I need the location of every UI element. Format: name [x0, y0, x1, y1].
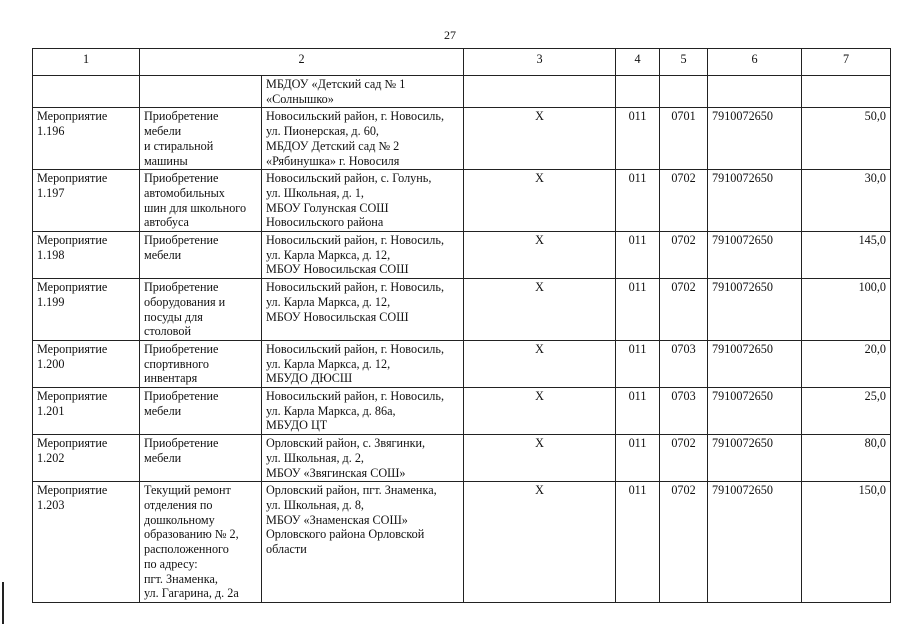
cell-line: области [266, 542, 307, 557]
measure-id-cell [33, 108, 140, 170]
measure-description-cell [140, 435, 262, 482]
cell-line: оборудования и [144, 294, 226, 309]
target-code-cell: 7910072650 [708, 170, 802, 232]
cell-line: пгт. Знаменка, [144, 571, 218, 586]
cell-line: 1.201 [37, 403, 65, 418]
measure-id-cell [33, 170, 140, 232]
cell-line: мебели [144, 124, 182, 139]
cell-line: посуды для [144, 309, 203, 324]
cell-line: 1.202 [37, 450, 65, 465]
measure-description-cell [140, 340, 262, 387]
section-code-cell: 0702 [660, 279, 708, 341]
target-code-cell: 7910072650 [708, 279, 802, 341]
cell-line: Мероприятие [37, 483, 108, 498]
measure-location-cell [262, 435, 464, 482]
cell-line: МБДОУ Детский сад № 2 [266, 138, 400, 153]
cell-line: инвентаря [144, 371, 198, 386]
measure-description-cell [140, 279, 262, 341]
cell-line: Приобретение [144, 436, 219, 451]
cell-line: МБУДО ДЮСШ [266, 371, 353, 386]
amount-cell: 100,0 [802, 279, 891, 341]
cell-line: МБУДО ЦТ [266, 418, 328, 433]
section-code-cell: 0702 [660, 232, 708, 279]
cell-line: по адресу: [144, 556, 198, 571]
code-cell: 011 [616, 435, 660, 482]
target-code-cell: 7910072650 [708, 108, 802, 170]
target-code-cell: 7910072650 [708, 388, 802, 435]
measure-id-cell [33, 435, 140, 482]
header-cell-3: 3 [464, 49, 616, 76]
mark-cell: Х [464, 482, 616, 603]
mark-cell: Х [464, 435, 616, 482]
cell-line: Мероприятие [37, 341, 108, 356]
amount-cell: 30,0 [802, 170, 891, 232]
amount-cell: 50,0 [802, 108, 891, 170]
cell-line: ул. Гагарина, д. 2а [144, 586, 239, 601]
cell-line: Приобретение [144, 109, 219, 124]
code-cell: 011 [616, 279, 660, 341]
code-cell: 011 [616, 170, 660, 232]
cell-line: и стиральной [144, 138, 214, 153]
header-cell-1: 1 [33, 49, 140, 76]
table-row [33, 76, 891, 108]
cell-line: ул. Карла Маркса, д. 12, [266, 247, 391, 262]
cell-line: Новосильского района [266, 215, 384, 230]
code-cell: 011 [616, 108, 660, 170]
table-row [33, 340, 891, 387]
section-code-cell: 0703 [660, 340, 708, 387]
amount-cell: 150,0 [802, 482, 891, 603]
section-code-cell: 0703 [660, 388, 708, 435]
code-cell: 011 [616, 232, 660, 279]
cell-line: Новосильский район, с. Голунь, [266, 171, 432, 186]
measure-id-cell [33, 340, 140, 387]
section-code-cell: 0702 [660, 482, 708, 603]
cell-line: МБДОУ «Детский сад № 1 [266, 77, 406, 91]
cell-line: расположенного [144, 542, 229, 557]
amount-cell: 20,0 [802, 340, 891, 387]
cell-line: Текущий ремонт [144, 483, 231, 498]
cell-line: Орловского района Орловской [266, 527, 425, 542]
measure-location-cell [262, 232, 464, 279]
cell-line: 1.199 [37, 294, 65, 309]
table-row [33, 482, 891, 603]
budget-table [32, 48, 891, 603]
cell-line: Мероприятие [37, 233, 108, 248]
cell-line: «Рябинушка» г. Новосиля [266, 153, 400, 168]
cell-line: шин для школьного [144, 200, 247, 215]
code-cell: 011 [616, 388, 660, 435]
mark-cell: Х [464, 279, 616, 341]
cell-line: 1.197 [37, 185, 65, 200]
cell-line: ул. Карла Маркса, д. 86а, [266, 403, 396, 418]
amount-cell: 145,0 [802, 232, 891, 279]
measure-location-cell [262, 340, 464, 387]
mark-cell: Х [464, 170, 616, 232]
cell-line: спортивного [144, 356, 209, 371]
code-cell: 011 [616, 340, 660, 387]
cell-line: МБОУ «Знаменская СОШ» [266, 512, 408, 527]
measure-location-cell [262, 76, 464, 108]
header-cell-4: 4 [616, 49, 660, 76]
cell-line: ул. Школьная, д. 8, [266, 497, 364, 512]
cell-line: ул. Карла Маркса, д. 12, [266, 294, 391, 309]
cell-line: столовой [144, 324, 191, 339]
measure-location-cell [262, 388, 464, 435]
measure-description-cell [140, 232, 262, 279]
cell-line: Новосильский район, г. Новосиль, [266, 341, 444, 356]
cell-line: «Солнышко» [266, 91, 334, 106]
cell-line: машины [144, 153, 188, 168]
cell-line: Приобретение [144, 389, 219, 404]
target-code-cell: 7910072650 [708, 340, 802, 387]
cell-line: 1.198 [37, 247, 65, 262]
header-cell-6: 6 [708, 49, 802, 76]
cell-line: Новосильский район, г. Новосиль, [266, 233, 444, 248]
table-row [33, 435, 891, 482]
cell-line: ул. Пионерская, д. 60, [266, 124, 379, 139]
measure-location-cell [262, 170, 464, 232]
header-row [33, 49, 891, 76]
table-row [33, 108, 891, 170]
header-cell-5: 5 [660, 49, 708, 76]
table-row [33, 232, 891, 279]
cell-line: автобуса [144, 215, 189, 230]
cell-line: Орловский район, пгт. Знаменка, [266, 483, 437, 498]
measure-id-cell [33, 232, 140, 279]
target-code-cell: 7910072650 [708, 232, 802, 279]
cell-line: Орловский район, с. Звягинки, [266, 436, 426, 451]
target-code-cell [708, 76, 802, 108]
cell-line: дошкольному [144, 512, 215, 527]
measure-description-cell [140, 170, 262, 232]
mark-cell [464, 76, 616, 108]
measure-id-cell [33, 482, 140, 603]
measure-location-cell [262, 279, 464, 341]
section-code-cell: 0702 [660, 170, 708, 232]
measure-id-cell [33, 76, 140, 108]
section-code-cell: 0702 [660, 435, 708, 482]
mark-cell: Х [464, 340, 616, 387]
cell-line: мебели [144, 450, 182, 465]
cell-line: 1.196 [37, 124, 65, 139]
cell-line: мебели [144, 403, 182, 418]
section-code-cell [660, 76, 708, 108]
cell-line: Новосильский район, г. Новосиль, [266, 280, 444, 295]
cell-line: Мероприятие [37, 436, 108, 451]
cell-line: Приобретение [144, 280, 219, 295]
cell-line: МБОУ Голунская СОШ [266, 200, 389, 215]
measure-location-cell [262, 482, 464, 603]
measure-id-cell [33, 279, 140, 341]
cell-line: Новосильский район, г. Новосиль, [266, 109, 444, 124]
cell-line: автомобильных [144, 185, 225, 200]
cell-line: МБОУ Новосильская СОШ [266, 262, 409, 277]
cell-line: Мероприятие [37, 109, 108, 124]
cell-line: 1.203 [37, 497, 65, 512]
measure-location-cell [262, 108, 464, 170]
measure-description-cell [140, 108, 262, 170]
cell-line: Мероприятие [37, 171, 108, 186]
amount-cell: 25,0 [802, 388, 891, 435]
cell-line: 1.200 [37, 356, 65, 371]
mark-cell: Х [464, 108, 616, 170]
header-cell-7: 7 [802, 49, 891, 76]
code-cell: 011 [616, 482, 660, 603]
amount-cell [802, 76, 891, 108]
amount-cell: 80,0 [802, 435, 891, 482]
cell-line: Приобретение [144, 233, 219, 248]
cell-line: Мероприятие [37, 389, 108, 404]
cell-line: образованию № 2, [144, 527, 239, 542]
cell-line: ул. Карла Маркса, д. 12, [266, 356, 391, 371]
cell-line: МБОУ Новосильская СОШ [266, 309, 409, 324]
cell-line: отделения по [144, 497, 213, 512]
target-code-cell: 7910072650 [708, 482, 802, 603]
cell-line: мебели [144, 247, 182, 262]
page-number: 27 [444, 28, 456, 42]
cell-line: Приобретение [144, 341, 219, 356]
cell-line: МБОУ «Звягинская СОШ» [266, 465, 406, 480]
measure-id-cell [33, 388, 140, 435]
measure-description-cell [140, 76, 262, 108]
cell-line: Новосильский район, г. Новосиль, [266, 389, 444, 404]
cell-line: Мероприятие [37, 280, 108, 295]
table-row [33, 170, 891, 232]
measure-description-cell [140, 388, 262, 435]
cell-line: ул. Школьная, д. 1, [266, 185, 364, 200]
code-cell [616, 76, 660, 108]
header-cell-2: 2 [140, 49, 464, 76]
target-code-cell: 7910072650 [708, 435, 802, 482]
cell-line: Приобретение [144, 171, 219, 186]
table-row [33, 388, 891, 435]
measure-description-cell [140, 482, 262, 603]
margin-mark [2, 582, 4, 624]
cell-line: ул. Школьная, д. 2, [266, 450, 364, 465]
section-code-cell: 0701 [660, 108, 708, 170]
mark-cell: Х [464, 232, 616, 279]
mark-cell: Х [464, 388, 616, 435]
table-row [33, 279, 891, 341]
